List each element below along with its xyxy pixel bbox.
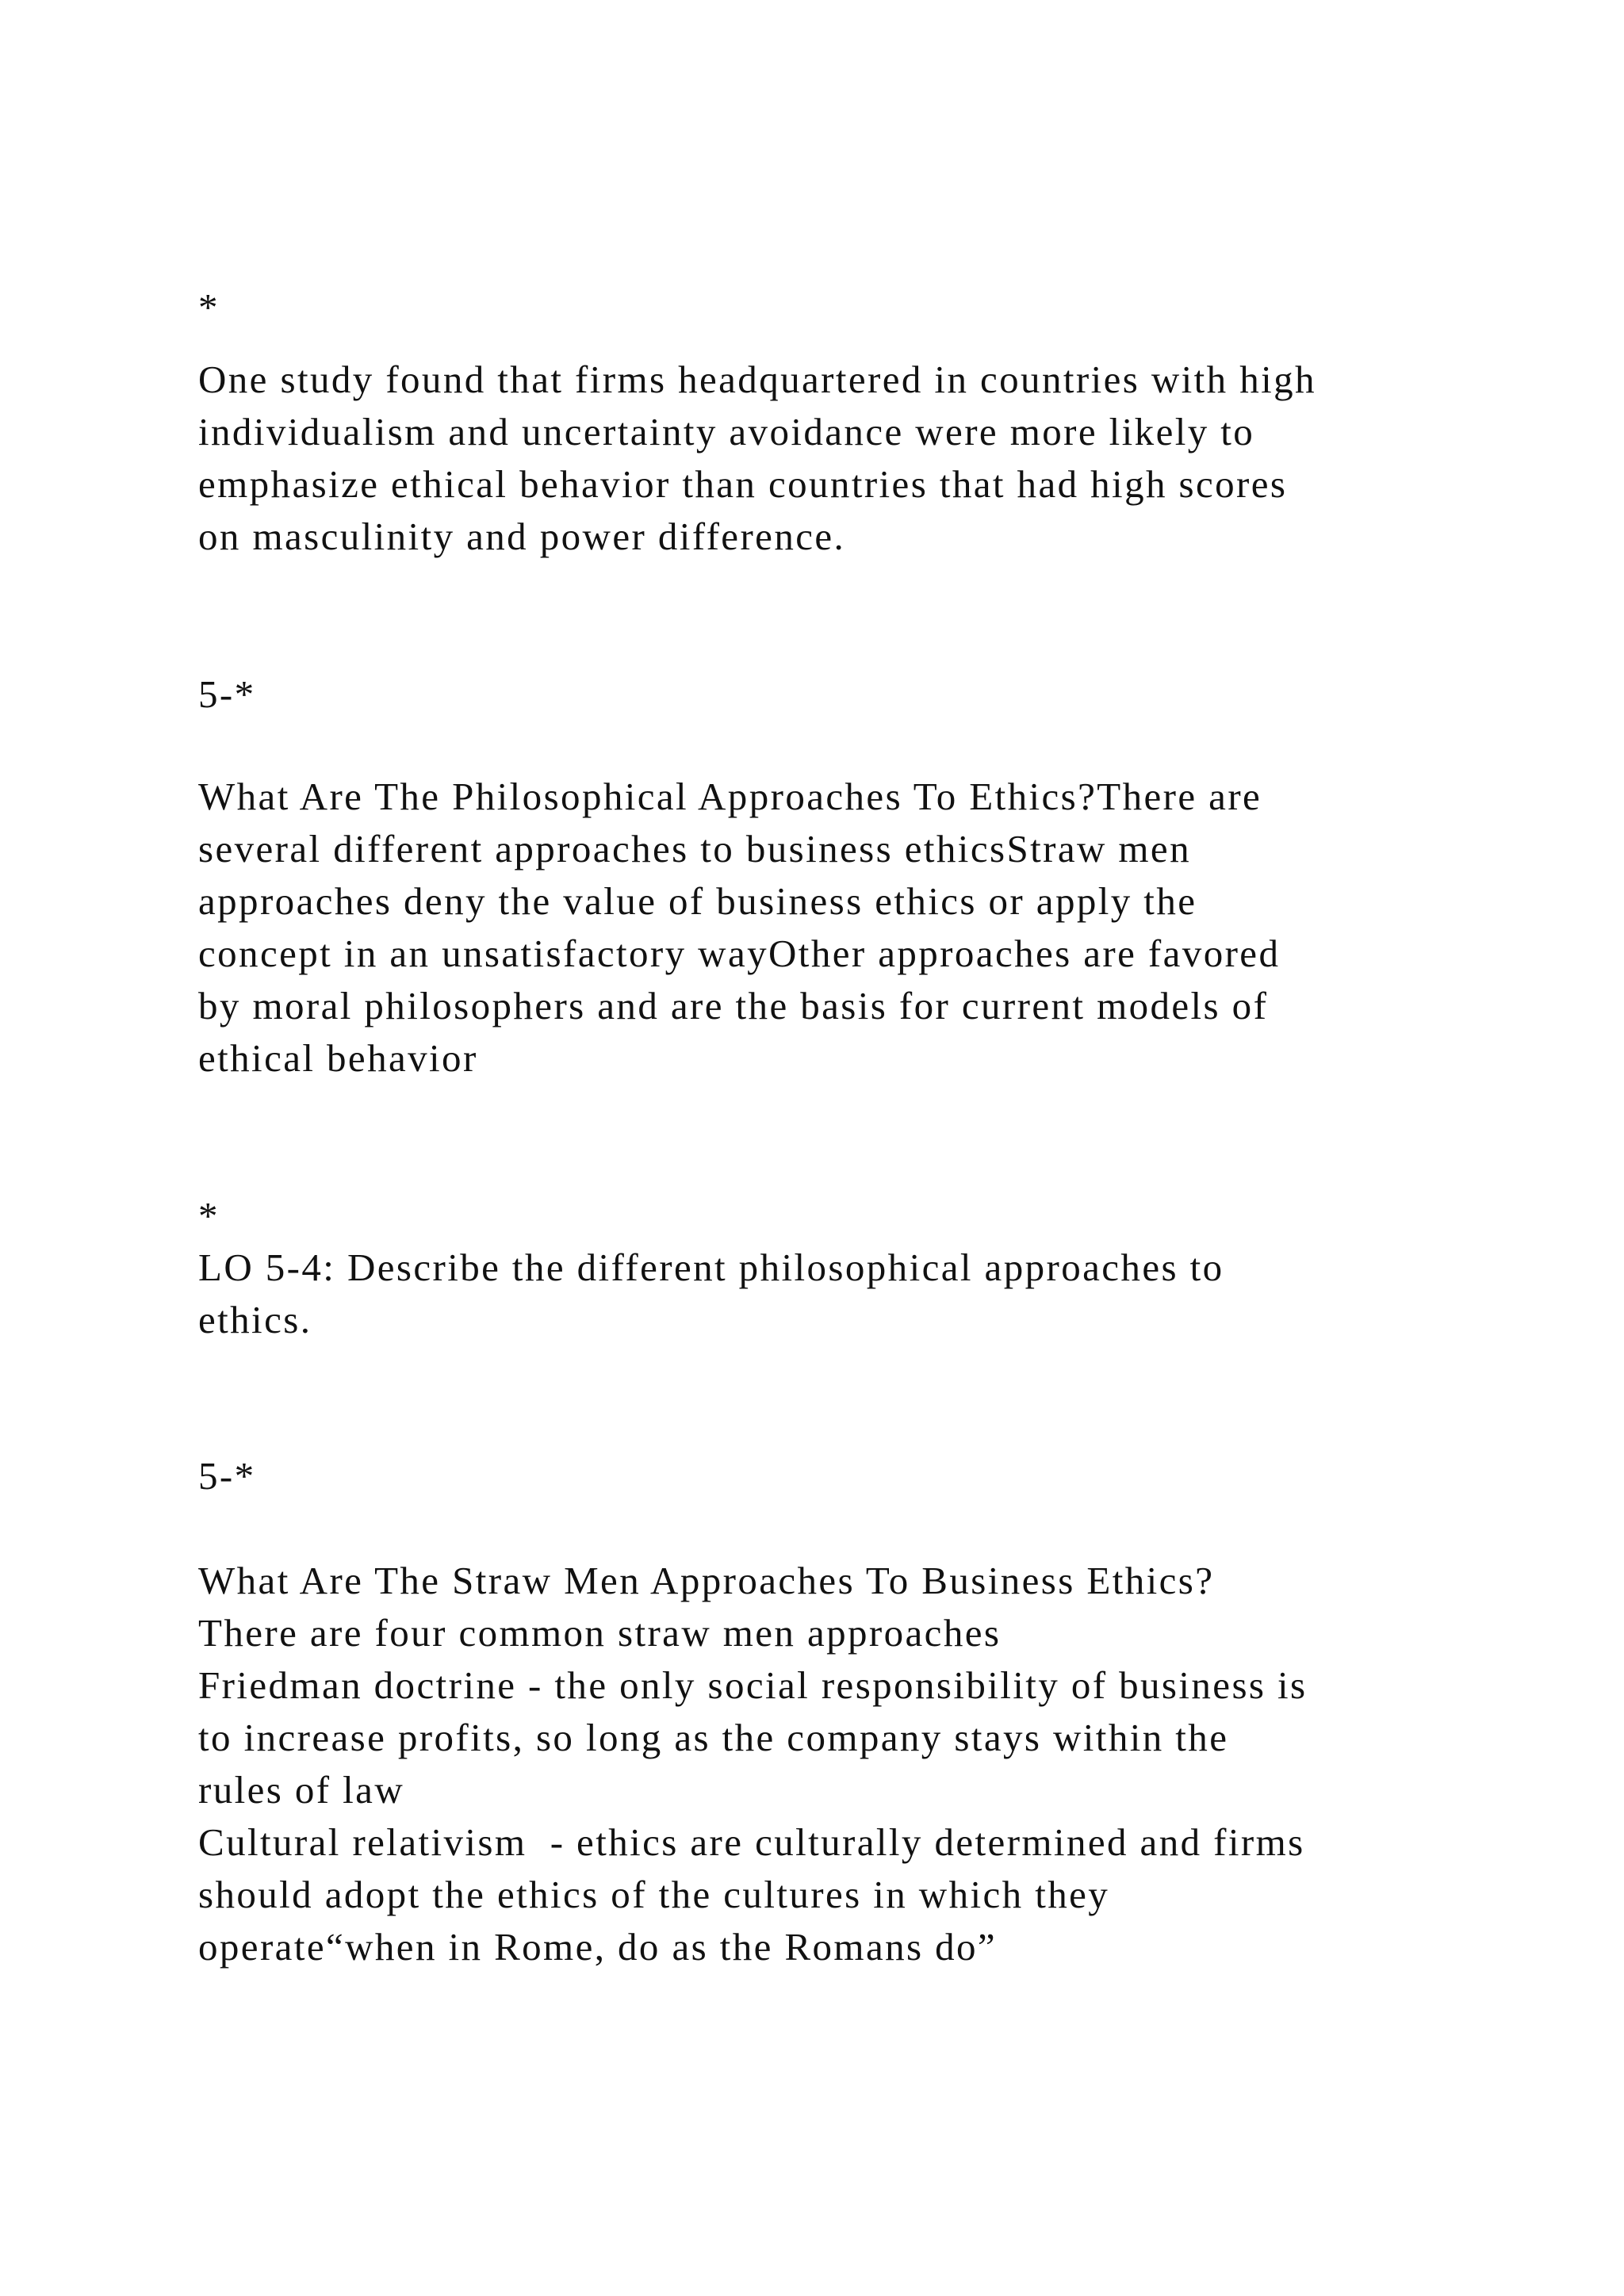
learning-objective-line: ethics. [198, 1298, 312, 1341]
body-text-line: Friedman doctrine - the only social responsibility of business is [198, 1663, 1308, 1707]
body-text-line: operate“when in Rome, do as the Romans do” [198, 1925, 998, 1969]
body-text-line: ethical behavior [198, 1036, 478, 1080]
body-text-line: There are four common straw men approaches [198, 1611, 1002, 1655]
slide-marker: * [198, 1194, 220, 1238]
body-text-line: individualism and uncertainty avoidance were more likely to [198, 410, 1255, 453]
body-text-line: on masculinity and power difference. [198, 515, 846, 558]
body-text-line: Cultural relativism - ethics are culturally determined and firms [198, 1820, 1305, 1864]
body-text-line: to increase profits, so long as the company stays within the [198, 1716, 1229, 1759]
body-text-line: What Are The Straw Men Approaches To Business Ethics? [198, 1559, 1215, 1602]
body-text-line: One study found that firms headquartered in countries with high [198, 358, 1316, 401]
body-text-line: rules of law [198, 1768, 405, 1812]
slide-number: 5-* [198, 672, 256, 716]
body-text-line: should adopt the ethics of the cultures in which they [198, 1873, 1110, 1916]
body-text-line: by moral philosophers and are the basis for current models of [198, 984, 1269, 1027]
body-text-line: several different approaches to business ethicsStraw men [198, 827, 1191, 871]
slide-marker: * [198, 285, 220, 329]
body-text-line: What Are The Philosophical Approaches To Ethics?There are [198, 775, 1262, 818]
slide-number: 5-* [198, 1454, 256, 1498]
body-text-line: emphasize ethical behavior than countries that had high scores [198, 462, 1288, 506]
body-text-line: concept in an unsatisfactory wayOther approaches are favored [198, 932, 1281, 975]
learning-objective-line: LO 5-4: Describe the different philosophical approaches to [198, 1246, 1224, 1289]
body-text-line: approaches deny the value of business ethics or apply the [198, 879, 1197, 923]
